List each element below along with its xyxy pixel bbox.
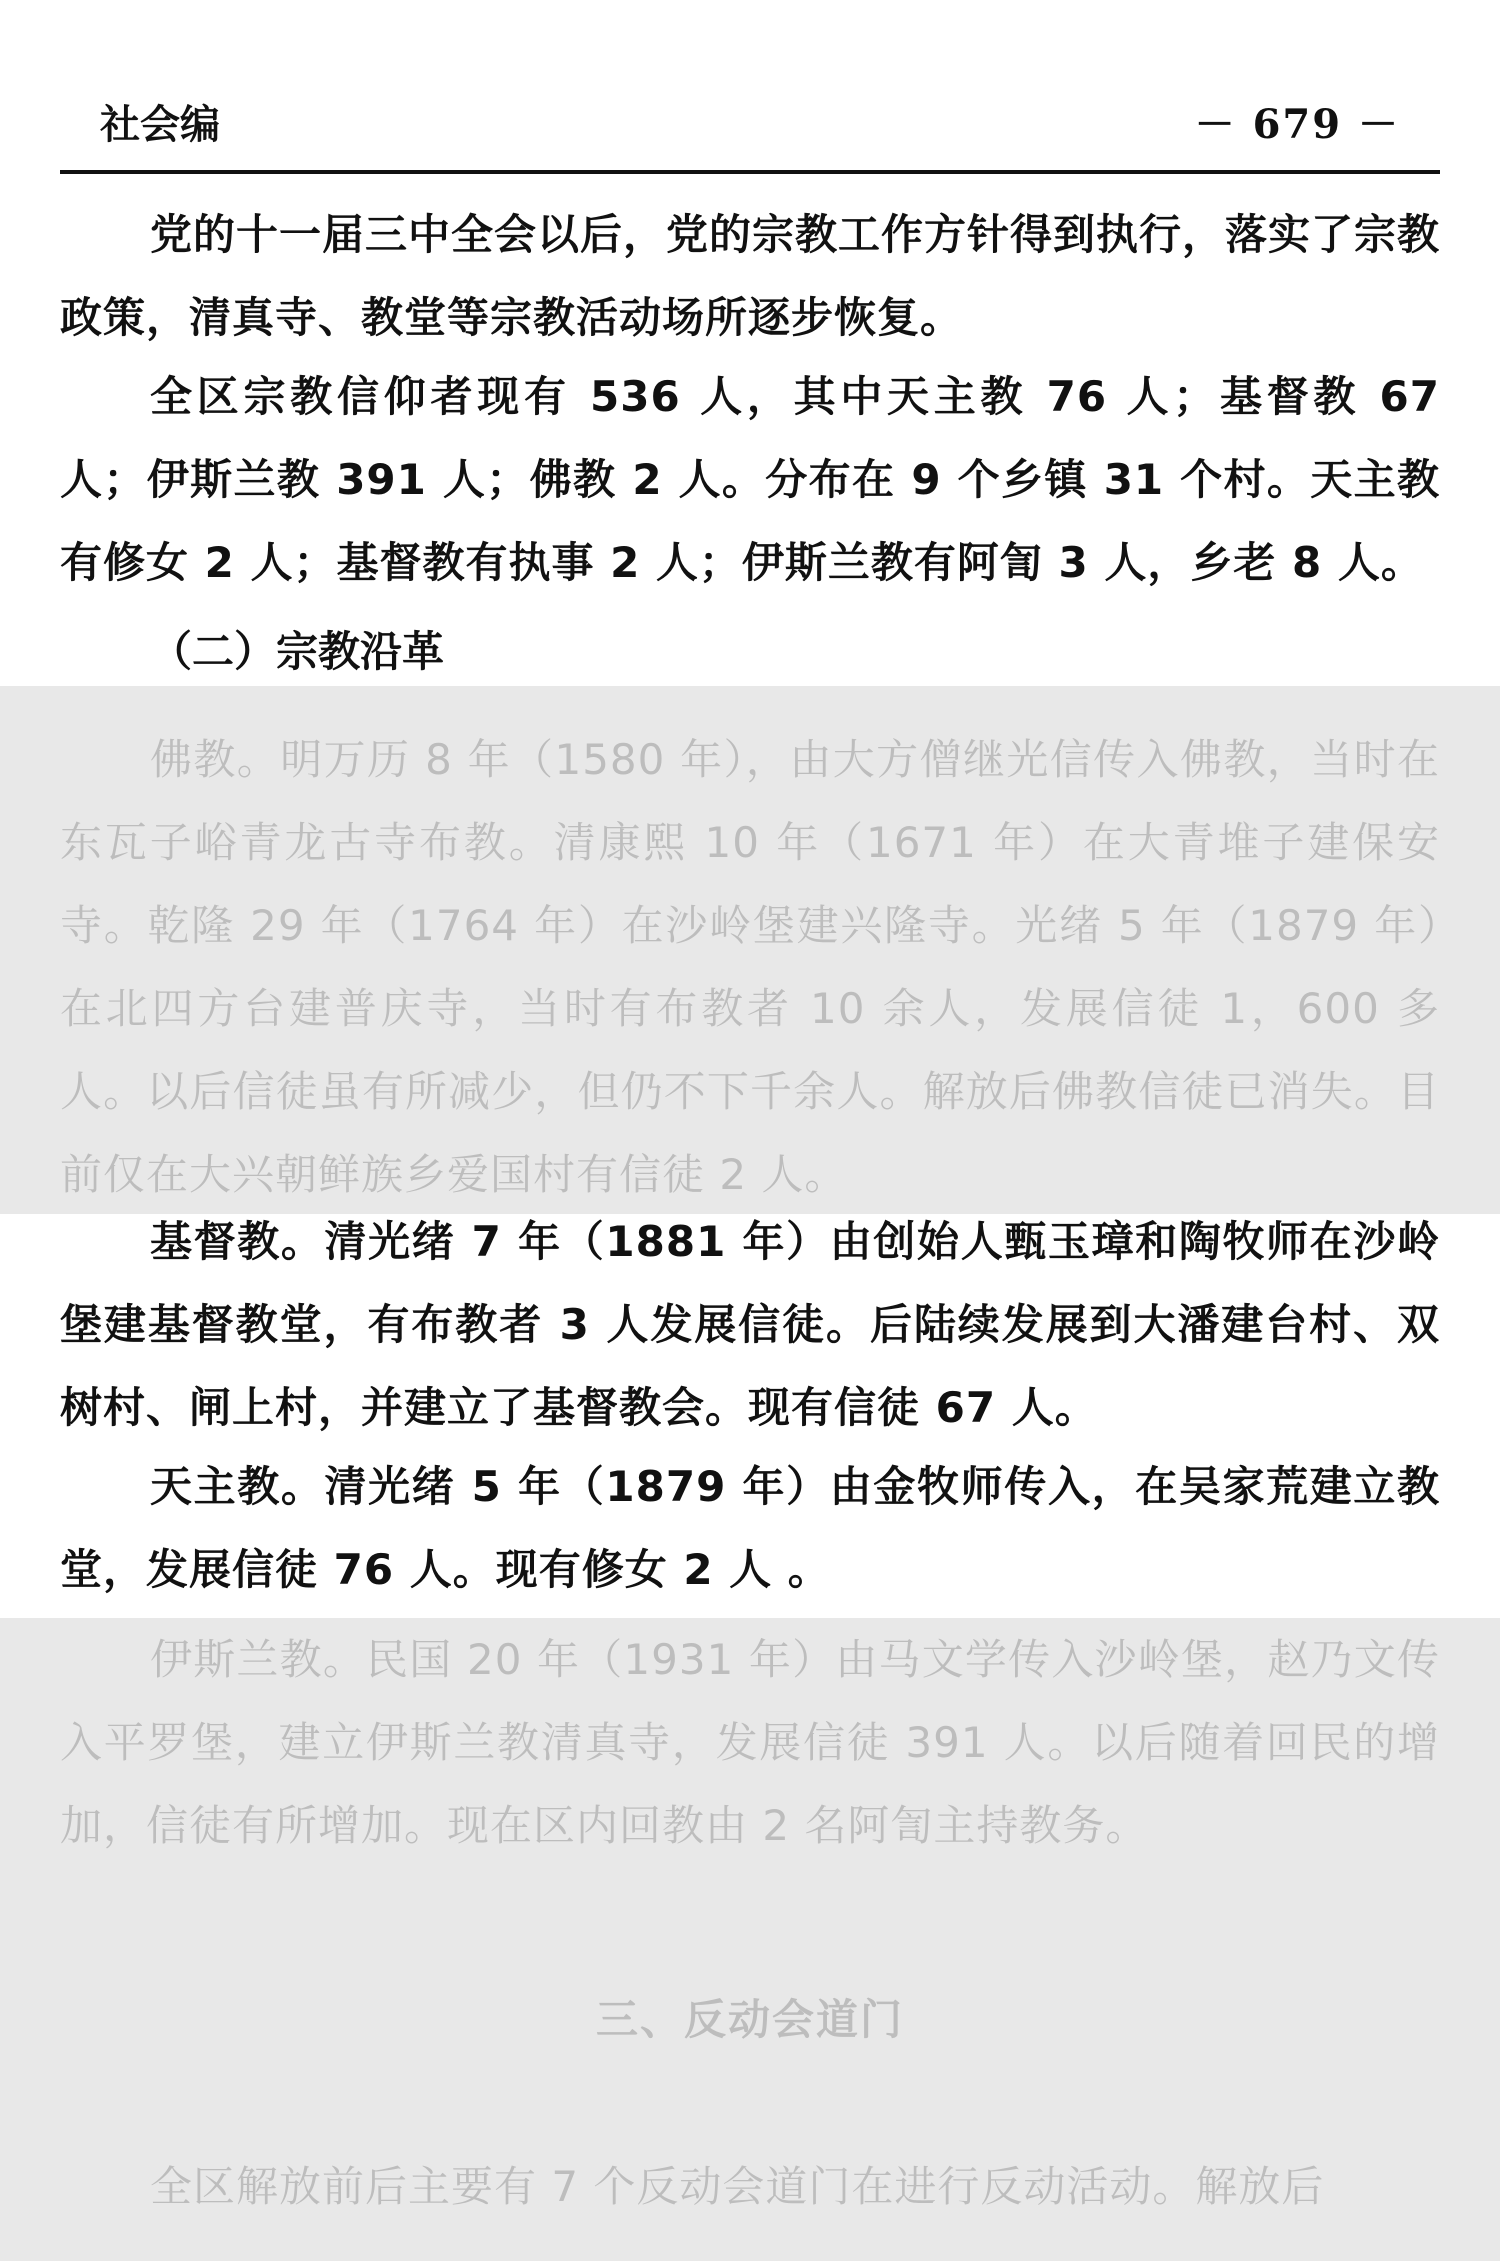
- page-number: － 679 －: [1194, 101, 1400, 148]
- paragraph-statistics: 全区宗教信仰者现有 536 人，其中天主教 76 人；基督教 67 人；伊斯兰教 391 人；佛教 2 人。分布在 9 个乡镇 31 个村。天主教有修女 2 人；基督教有执事 2 人；伊斯兰教有阿訇 3 人，乡老 8 人。: [60, 372, 1440, 587]
- section-title: 社会编: [100, 102, 220, 148]
- paragraph-islam: 伊斯兰教。民国 20 年（1931 年）由马文学传入沙岭堡，赵乃文传入平罗堡，建立伊斯兰教清真寺，发展信徒 391 人。以后随着回民的增加，信徒有所增加。现在区内回教由 2 名阿訇主持教务。: [60, 1635, 1440, 1850]
- page-header: [60, 95, 1440, 175]
- section-heading: 三、反动会道门: [595, 1995, 904, 2044]
- subsection-heading: （二）宗教沿革: [150, 627, 445, 676]
- paragraph-sects: 全区解放前后主要有 7 个反动会道门在进行反动活动。解放后: [150, 2162, 1325, 2211]
- header-divider: [60, 170, 1440, 174]
- paragraph-policy: 党的十一届三中全会以后，党的宗教工作方针得到执行，落实了宗教政策，清真寺、教堂等宗教活动场所逐步恢复。: [60, 210, 1441, 342]
- paragraph-buddhism: 佛教。明万历 8 年（1580 年），由大方僧继光信传入佛教，当时在东瓦子峪青龙古寺布教。清康熙 10 年（1671 年）在大青堆子建保安寺。乾隆 29 年（1764 年）在沙岭堡建兴隆寺。光绪 5 年（1879 年）在北四方台建普庆寺，当时有布教者 10 余人，发展信徒 1，600 多人。以后信徒虽有所减少，但仍不下千余人。解放后佛教信徒已消失。目前仅在大兴朝鲜族乡爱国村有信徒 2 人。: [60, 735, 1440, 1199]
- paragraph-christianity: 基督教。清光绪 7 年（1881 年）由创始人甄玉璋和陶牧师在沙岭堡建基督教堂，有布教者 3 人发展信徒。后陆续发展到大潘建台村、双树村、闸上村，并建立了基督教会。现有信徒 67 人。: [60, 1217, 1440, 1432]
- paragraph-catholicism: 天主教。清光绪 5 年（1879 年）由金牧师传入，在吴家荒建立教堂，发展信徒 76 人。现有修女 2 人 。: [60, 1462, 1440, 1594]
